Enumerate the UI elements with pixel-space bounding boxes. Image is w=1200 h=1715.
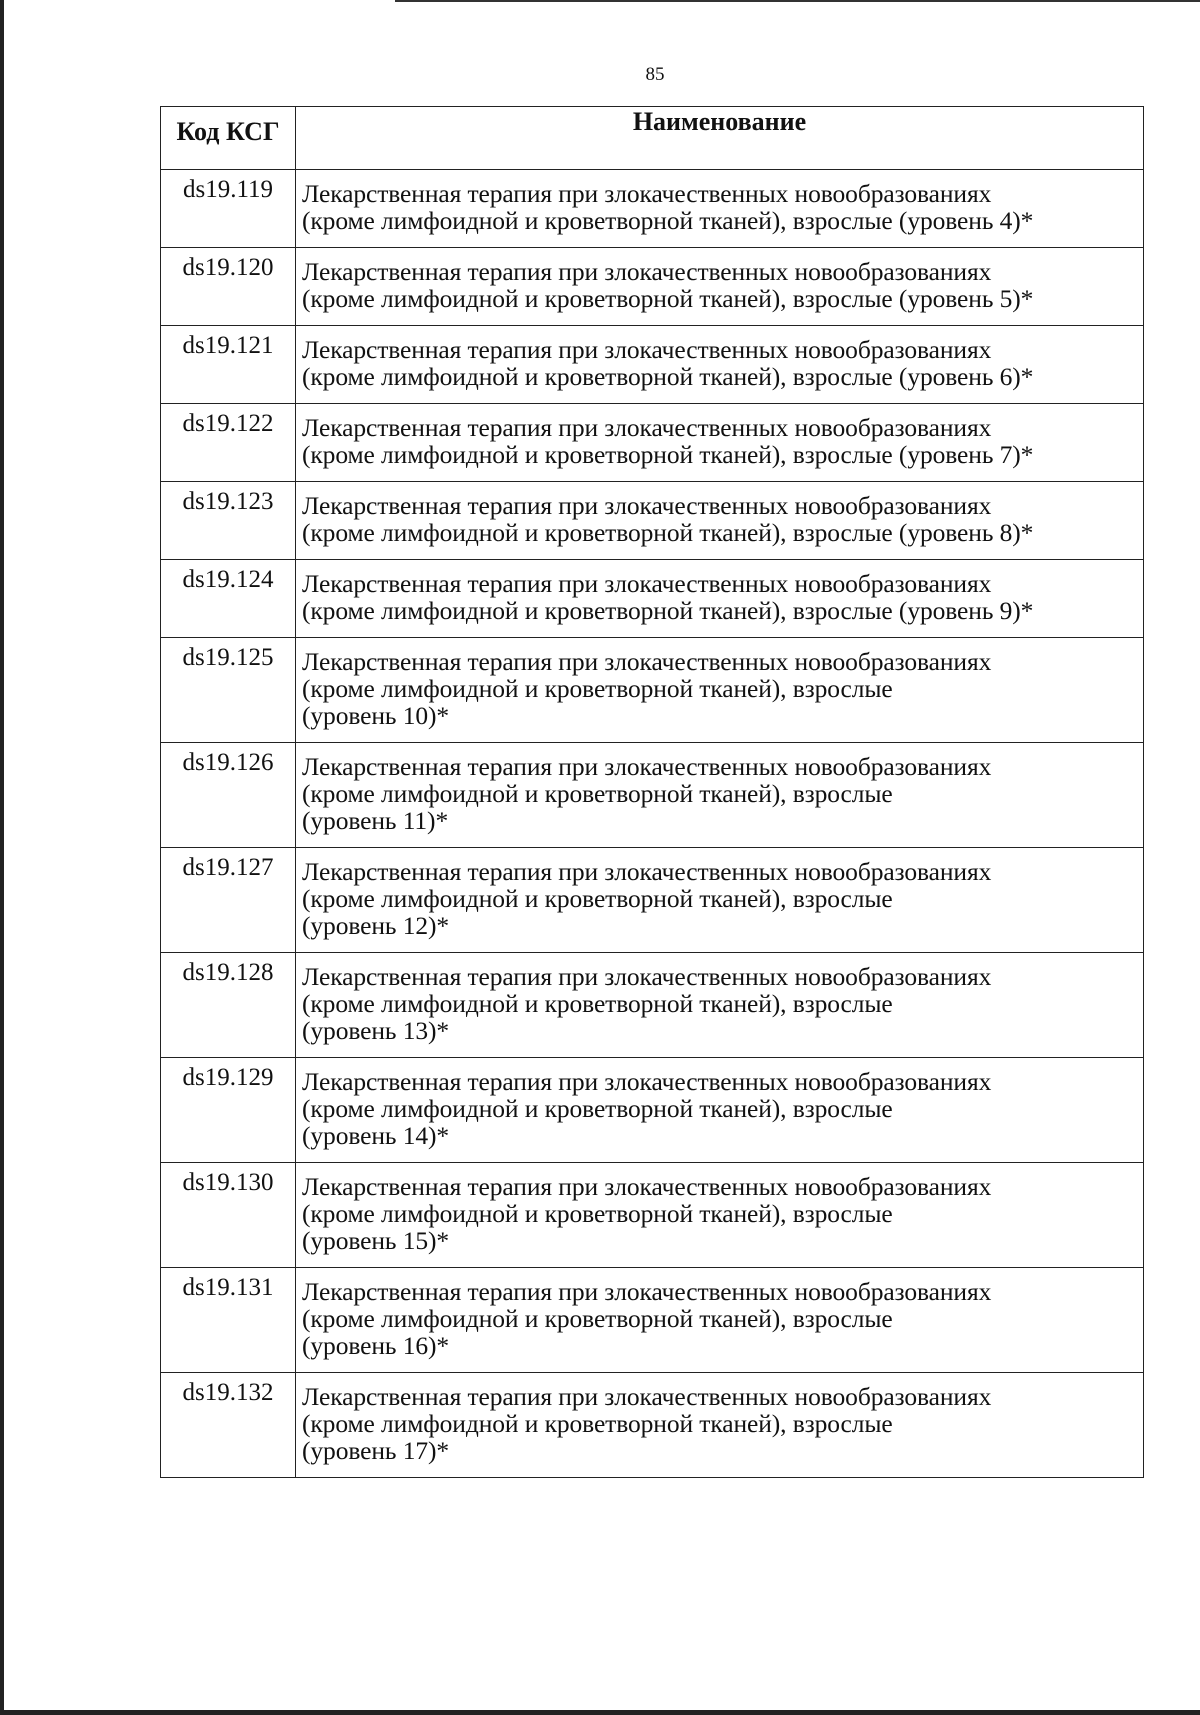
name-line-1: Лекарственная терапия при злокачественных новообразованиях	[302, 1382, 992, 1411]
table-row	[161, 560, 1144, 638]
row-name	[296, 743, 1144, 848]
table-row	[161, 1058, 1144, 1163]
header-code: Код КСГ	[161, 107, 296, 170]
row-code: ds19.124	[161, 560, 296, 638]
table-row	[161, 953, 1144, 1058]
name-line-1: Лекарственная терапия при злокачественных новообразованиях	[302, 752, 992, 781]
name-line-3: (уровень 12)*	[302, 911, 450, 940]
name-line-2: (кроме лимфоидной и кроветворной тканей), взрослые (уровень 5)*	[302, 284, 1034, 313]
name-line-3: (уровень 15)*	[302, 1226, 450, 1255]
row-name	[296, 404, 1144, 482]
name-line-1: Лекарственная терапия при злокачественных новообразованиях	[302, 1172, 992, 1201]
name-line-1: Лекарственная терапия при злокачественных новообразованиях	[302, 857, 992, 886]
name-line-1: Лекарственная терапия при злокачественных новообразованиях	[302, 569, 992, 598]
row-code: ds19.123	[161, 482, 296, 560]
name-line-3: (уровень 17)*	[302, 1436, 450, 1465]
row-name	[296, 638, 1144, 743]
row-name	[296, 1058, 1144, 1163]
row-name	[296, 248, 1144, 326]
row-name	[296, 1373, 1144, 1478]
row-code: ds19.122	[161, 404, 296, 482]
row-code: ds19.131	[161, 1268, 296, 1373]
row-code: ds19.119	[161, 170, 296, 248]
name-line-2: (кроме лимфоидной и кроветворной тканей), взрослые	[302, 989, 893, 1018]
table-row	[161, 1268, 1144, 1373]
header-name: Наименование	[296, 107, 1144, 170]
name-line-1: Лекарственная терапия при злокачественных новообразованиях	[302, 1067, 992, 1096]
table-row	[161, 404, 1144, 482]
scan-edge-bottom	[0, 1710, 1200, 1715]
name-line-1: Лекарственная терапия при злокачественных новообразованиях	[302, 962, 992, 991]
name-line-2: (кроме лимфоидной и кроветворной тканей), взрослые	[302, 1304, 893, 1333]
table-row	[161, 326, 1144, 404]
table-row	[161, 848, 1144, 953]
name-line-3: (уровень 13)*	[302, 1016, 450, 1045]
name-line-1: Лекарственная терапия при злокачественных новообразованиях	[302, 491, 992, 520]
scan-edge-left	[0, 0, 4, 1715]
table-row	[161, 248, 1144, 326]
name-line-2: (кроме лимфоидной и кроветворной тканей), взрослые	[302, 1094, 893, 1123]
name-line-2: (кроме лимфоидной и кроветворной тканей), взрослые	[302, 1199, 893, 1228]
name-line-1: Лекарственная терапия при злокачественных новообразованиях	[302, 335, 992, 364]
scan-edge-top	[395, 0, 1200, 2]
table-row	[161, 170, 1144, 248]
name-line-3: (уровень 14)*	[302, 1121, 450, 1150]
name-line-3: (уровень 16)*	[302, 1331, 450, 1360]
table-row	[161, 743, 1144, 848]
row-name	[296, 848, 1144, 953]
name-line-2: (кроме лимфоидной и кроветворной тканей), взрослые (уровень 7)*	[302, 440, 1034, 469]
name-line-1: Лекарственная терапия при злокачественных новообразованиях	[302, 413, 992, 442]
row-code: ds19.126	[161, 743, 296, 848]
name-line-1: Лекарственная терапия при злокачественных новообразованиях	[302, 1277, 992, 1306]
row-code: ds19.120	[161, 248, 296, 326]
name-line-1: Лекарственная терапия при злокачественных новообразованиях	[302, 257, 992, 286]
table-row	[161, 482, 1144, 560]
table-row	[161, 1373, 1144, 1478]
row-code: ds19.130	[161, 1163, 296, 1268]
ksg-table	[160, 106, 1144, 1478]
name-line-2: (кроме лимфоидной и кроветворной тканей), взрослые	[302, 674, 893, 703]
name-line-3: (уровень 11)*	[302, 806, 449, 835]
table-row	[161, 638, 1144, 743]
row-code: ds19.127	[161, 848, 296, 953]
row-name	[296, 482, 1144, 560]
row-code: ds19.128	[161, 953, 296, 1058]
name-line-1: Лекарственная терапия при злокачественных новообразованиях	[302, 647, 992, 676]
row-name	[296, 1163, 1144, 1268]
name-line-3: (уровень 10)*	[302, 701, 450, 730]
name-line-2: (кроме лимфоидной и кроветворной тканей), взрослые	[302, 884, 893, 913]
row-code: ds19.125	[161, 638, 296, 743]
name-line-2: (кроме лимфоидной и кроветворной тканей), взрослые (уровень 6)*	[302, 362, 1034, 391]
page-number: 85	[645, 64, 665, 85]
table-header-row	[161, 107, 1144, 170]
row-code: ds19.132	[161, 1373, 296, 1478]
row-code: ds19.129	[161, 1058, 296, 1163]
name-line-1: Лекарственная терапия при злокачественных новообразованиях	[302, 179, 992, 208]
row-code: ds19.121	[161, 326, 296, 404]
row-name	[296, 560, 1144, 638]
name-line-2: (кроме лимфоидной и кроветворной тканей), взрослые (уровень 9)*	[302, 596, 1034, 625]
name-line-2: (кроме лимфоидной и кроветворной тканей), взрослые	[302, 1409, 893, 1438]
name-line-2: (кроме лимфоидной и кроветворной тканей), взрослые (уровень 8)*	[302, 518, 1034, 547]
row-name	[296, 170, 1144, 248]
table-row	[161, 1163, 1144, 1268]
row-name	[296, 953, 1144, 1058]
row-name	[296, 326, 1144, 404]
name-line-2: (кроме лимфоидной и кроветворной тканей), взрослые	[302, 779, 893, 808]
name-line-2: (кроме лимфоидной и кроветворной тканей), взрослые (уровень 4)*	[302, 206, 1034, 235]
row-name	[296, 1268, 1144, 1373]
